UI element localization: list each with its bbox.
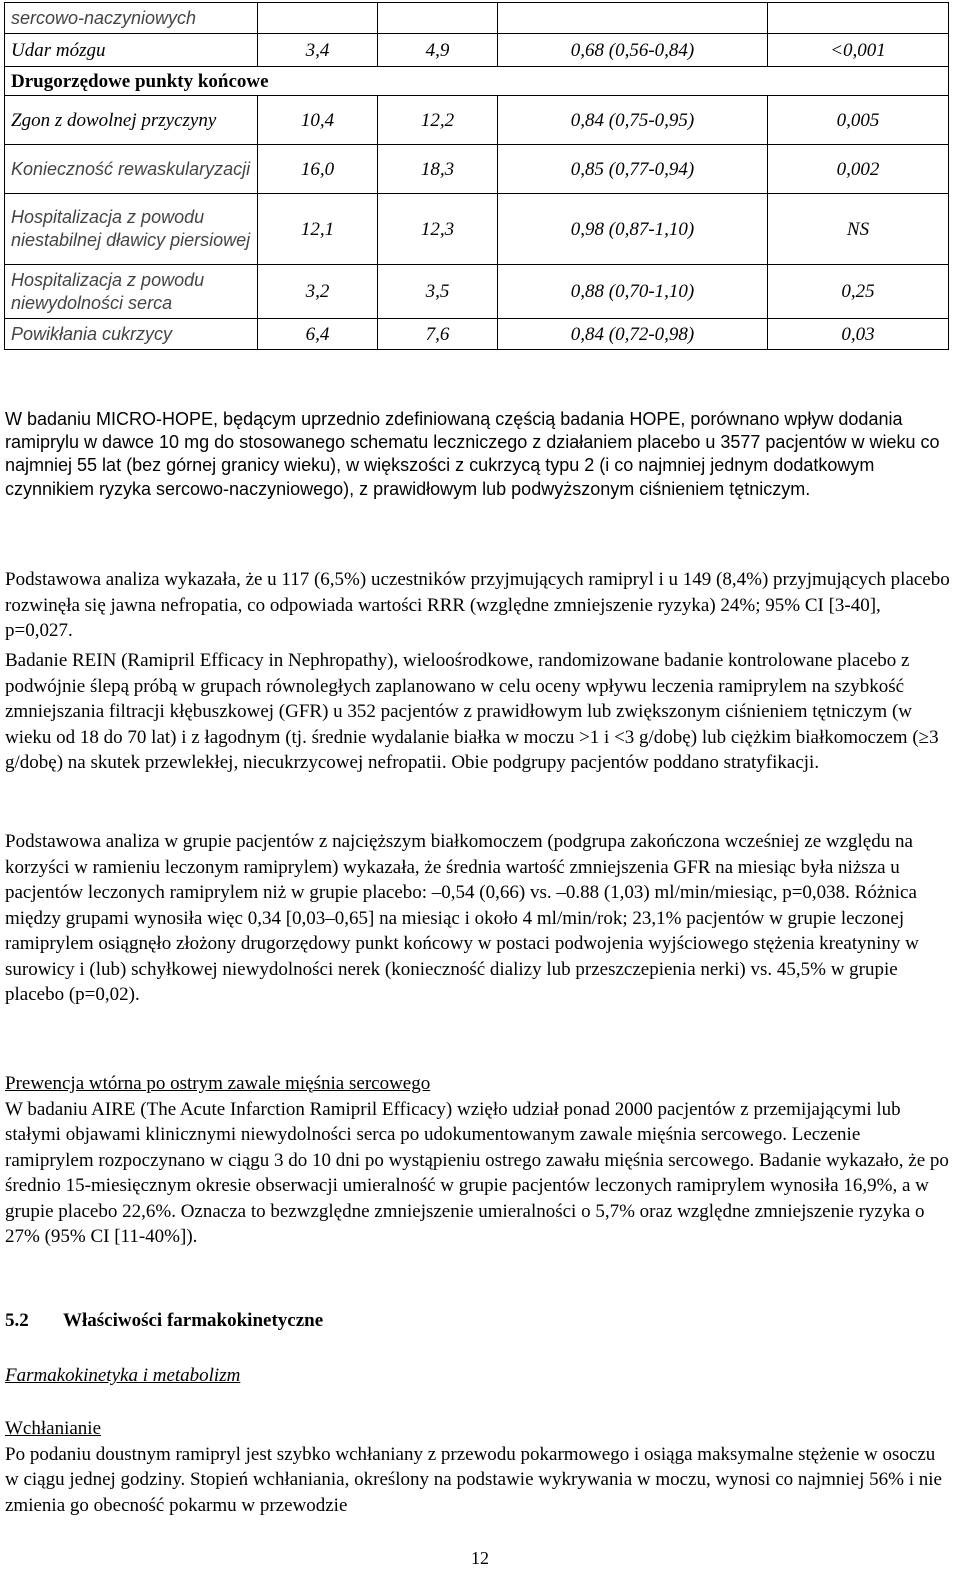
severe-proteinuria-paragraph: Podstawowa analiza w grupie pacjentów z najcięższym białkomoczem (podgrupa zakończona wcześniej ze względu na korzyści w ramieniu leczonym ramiprylem) wykazała, że średnia wartość zmniejszenia GFR na miesiąc była niższa u pacjentów leczonych ramiprylem niż w grupie placebo: –0,54 (0,66) vs. –0.88 (1,03) ml/min/miesiąc, p=0,038. Różnica między grupami wynosiła więc 0,34 [0,03–0,65] na miesiąc i około 4 ml/min/rok; 23,1% pacjentów w grupie leczonej ramiprylem osiągnęło złożony drugorzędowy punkt końcowy w postaci podwojenia wyjściowego stężenia kreatyniny w surowicy i (lub) schyłkowej niewydolności nerek (konieczność dializy lub przeszczepienia nerki) vs. 45,5% w grupie placebo (p=0,02). [5,831,919,1005]
absorption-paragraph: Po podaniu doustnym ramipryl jest szybko wchłaniany z przewodu pokarmowego i osiąga maksymalne stężenie w osoczu w ciągu jednej godziny. Stopień wchłaniania, określony na podstawie wykrywania w moczu, wynosi co najmniej 56% i nie zmienia go obecność pokarmu w przewodzie [5,1443,942,1516]
micro-hope-paragraph: W badaniu MICRO-HOPE, będącym uprzednio zdefiniowaną częścią badania HOPE, porównano wpływ dodania ramiprylu w dawce 10 mg do stosowanego schematu leczniczego z działaniem placebo u 3577 pacjentów w wieku co najmniej 55 lat (bez górnej granicy wieku), w większości z cukrzycą typu 2 (i co najmniej jednym dodatkowym czynnikiem ryzyka sercowo-naczyniowego), z prawidłowym lub podwyższonym ciśnieniem tętniczym. [5,409,940,499]
absorption-title: Wchłanianie [5,1418,102,1439]
table-row: Hospitalizacja z powodu niestabilnej dławicy piersiowej 12,1 12,3 0,98 (0,87-1,10) NS [5,194,949,265]
table-section-header: Drugorzędowe punkty końcowe [5,67,949,96]
table-row [5,67,949,96]
absorption-section [5,1416,950,1518]
pk-subtitle: Farmakokinetyka i metabolizm [5,1365,241,1386]
section-number: 5.2 [5,1310,29,1331]
section-heading [5,1310,323,1332]
table-row: Udar mózgu 3,4 4,9 0,68 (0,56-0,84) <0,001 [5,34,949,67]
primary-analysis-paragraph: Podstawowa analiza wykazała, że u 117 (6,5%) uczestników przyjmujących ramipryl i u 149 (8,4%) przyjmujących placebo rozwinęła się jawna nefropatia, co odpowiada wartości RRR (względne zmniejszenie ryzyka) 24%; 95% CI [3-40], p=0,027. [5,569,950,641]
secondary-prevention-title: Prewencja wtórna po ostrym zawale mięśnia sercowego [5,1073,431,1094]
page-number: 12 [471,1548,489,1568]
table-row: Powikłania cukrzycy 6,4 7,6 0,84 (0,72-0,98) 0,03 [5,319,949,350]
rein-paragraph: Badanie REIN (Ramipril Efficacy in Nephropathy), wieloośrodkowe, randomizowane badanie kontrolowane placebo z podwójnie ślepą próbą w grupach równoległych zaplanowano w celu oceny wpływu leczenia ramiprylem na szybkość zmniejszania filtracji kłębuszkowej (GFR) u 352 pacjentów z prawidłowym lub zwiększonym ciśnieniem tętniczym (w wieku od 18 do 70 lat) i z łagodnym (tj. średnie wydalanie białka w moczu >1 i <3 g/dobę) lub ciężkim białkomoczem (≥3 g/dobę) na skutek przewlekłej, niecukrzycowej nefropatii. Obie podgrupy pacjentów poddano stratyfikacji. [5,650,939,773]
pk-subtitle-block [5,1363,950,1389]
table-row: Zgon z dowolnej przyczyny 10,4 12,2 0,84 (0,75-0,95) 0,005 [5,96,949,145]
table-row: Konieczność rewaskularyzacji 16,0 18,3 0,85 (0,77-0,94) 0,002 [5,145,949,194]
table-row: sercowo-naczyniowych [5,3,949,34]
aire-paragraph: W badaniu AIRE (The Acute Infarction Ramipril Efficacy) wzięło udział ponad 2000 pacjentów z przemijającymi lub stałymi objawami klinicznymi niewydolności serca po udokumentowanym zawale mięśnia sercowego. Leczenie ramiprylem rozpoczynano w ciągu 3 do 10 dni po wystąpieniu ostrego zawału mięśnia sercowego. Badanie wykazało, że po średnio 15-miesięcznym okresie obserwacji umieralność w grupie pacjentów leczonych ramiprylem wynosiła 16,9%, a w grupie placebo 22,6%. Oznacza to bezwzględne zmniejszenie umieralności o 5,7% oraz względne zmniejszenie ryzyka o 27% (95% CI [11-40%]). [5,1098,949,1247]
table-row: Hospitalizacja z powodu niewydolności serca 3,2 3,5 0,88 (0,70-1,10) 0,25 [5,265,949,319]
results-table [4,2,949,350]
section-title: Właściwości farmakokinetyczne [63,1310,324,1331]
secondary-prevention-section [5,1071,950,1250]
